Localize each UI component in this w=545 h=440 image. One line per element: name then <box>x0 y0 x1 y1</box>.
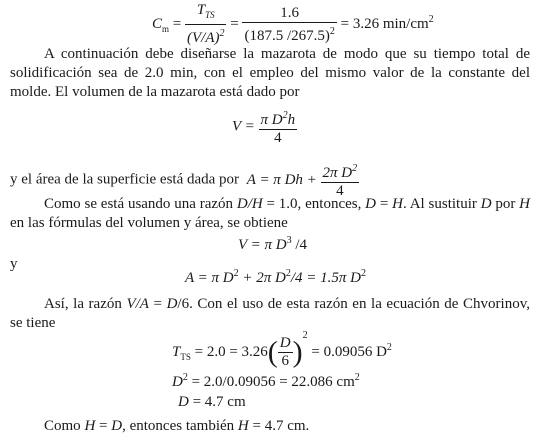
eq-cm-f1-num: T <box>196 2 206 18</box>
conclusion-line <box>44 418 309 435</box>
eq-v-den: 4 <box>274 130 282 146</box>
p3-b: V/A <box>126 296 149 312</box>
p2-k: en las fórmulas del volumen y área, se obtiene <box>10 215 288 231</box>
paragraph-substitution <box>10 195 530 233</box>
area-intro-text: y el área de la superficie está dada por <box>10 171 240 188</box>
eq-cm-result-sup: 2 <box>428 13 434 25</box>
p2-h: D <box>480 196 492 212</box>
eq-cm-equals-1: = <box>172 16 182 32</box>
eq-d-b: = 4.7 cm <box>188 394 246 410</box>
area-line <box>10 160 359 200</box>
eq-a2-a-sup: 2 <box>233 268 239 279</box>
eq-d2-b-sup: 2 <box>354 372 360 383</box>
eq-v-num-tail: h <box>287 112 296 128</box>
equation-volume <box>232 107 297 147</box>
eq-ts-outer-sup: 2 <box>302 330 308 341</box>
equation-solidification-time <box>172 330 392 370</box>
eq-cm-result: = 3.26 min/cm <box>340 16 429 32</box>
eq-a2-b: + 2π D <box>238 270 286 286</box>
p3-a: Así, la razón <box>44 296 127 312</box>
concl-e: , entonces también <box>122 418 238 434</box>
p3-d: D <box>166 296 178 312</box>
eq-ts-result-sup: 2 <box>386 342 392 353</box>
eq-cm-f1-den-sup: 2 <box>219 28 225 39</box>
p2-d: D <box>365 196 377 212</box>
eq-v-fraction <box>259 107 298 147</box>
eq-ts-lhs-sub: TS <box>180 352 191 362</box>
eq-a2-b-sup: 2 <box>285 268 291 279</box>
p2-a: Como se está usando una razón <box>44 196 237 212</box>
eq-cm-f2-den-sup: 2 <box>329 25 335 37</box>
eq-a-num-sup: 2 <box>352 163 358 174</box>
eq-d2-b: = 2.0/0.09056 = 22.086 cm <box>187 374 355 390</box>
eq-v2-mid: = π D <box>246 237 287 253</box>
eq-cm-lhs: C <box>152 16 163 32</box>
eq-a-num: 2π D <box>322 165 353 181</box>
eq-cm-equals-2: = <box>230 16 239 32</box>
concl-d: D <box>111 418 123 434</box>
p3-c: = <box>148 296 167 312</box>
eq-ts-num: D <box>279 335 291 352</box>
eq-ts-result: = 0.09056 D <box>307 344 387 361</box>
eq-d2-a: D <box>172 374 183 390</box>
eq-a-lhs: A = π Dh + <box>246 171 317 188</box>
equation-mold-constant <box>152 2 434 47</box>
equation-volume-substituted <box>238 235 307 254</box>
p2-b: D/H <box>236 196 263 212</box>
eq-cm-fraction-2 <box>242 5 336 45</box>
p2-e: = <box>376 196 393 212</box>
conjunction-y: y <box>10 256 18 272</box>
eq-v-num-sup: 2 <box>282 110 288 121</box>
eq-v2-sup: 3 <box>286 235 292 246</box>
p2-f: H <box>392 196 403 212</box>
eq-v2-tail: /4 <box>291 237 308 253</box>
equation-d-squared <box>172 372 360 391</box>
eq-a2-a: A = π D <box>185 270 234 286</box>
eq-cm-f1-num-sub: TS <box>205 10 215 20</box>
p2-i: por <box>491 196 520 212</box>
eq-ts-close-paren: ) <box>292 335 303 369</box>
eq-v-num: π D <box>260 112 283 128</box>
p2-j: H <box>519 196 531 212</box>
p2-c: = 1.0, entonces, <box>262 196 366 212</box>
eq-cm-f2-num: 1.6 <box>280 4 300 21</box>
p3-e: /6. Con el uso de esta razón en la ecuación de Chvorinov, se tiene <box>10 296 530 331</box>
concl-b: H <box>84 418 96 434</box>
eq-cm-lhs-sub: m <box>162 23 170 34</box>
p2-g: . Al sustituir <box>402 196 481 212</box>
equation-d-result <box>178 394 246 411</box>
eq-a2-c-sup: 2 <box>361 268 366 279</box>
paragraph-chvorinov <box>10 295 530 333</box>
eq-cm-fraction-1 <box>185 2 226 47</box>
eq-cm-f1-den: (V/A) <box>187 30 220 46</box>
eq-d-a: D <box>178 394 189 410</box>
eq-cm-f2-den: (187.5 /267.5) <box>244 27 330 44</box>
eq-ts-fraction <box>278 335 293 370</box>
eq-ts-open-paren: ( <box>267 335 278 369</box>
eq-a-fraction <box>321 160 360 200</box>
concl-a: Como <box>44 418 85 434</box>
eq-d2-a-sup: 2 <box>182 372 188 383</box>
eq-v2-lhs: V <box>238 237 247 253</box>
eq-ts-mid: = 2.0 = 3.26 <box>190 344 268 361</box>
eq-a-den: 4 <box>336 183 344 199</box>
eq-v-lhs: V = <box>232 118 255 135</box>
eq-ts-lhs: T <box>172 344 181 361</box>
eq-ts-den: 6 <box>281 353 289 370</box>
eq-a2-c: /4 = 1.5π D <box>290 270 361 286</box>
concl-c: = <box>95 418 112 434</box>
concl-f: H <box>237 418 249 434</box>
paragraph-riser-design: A continuación debe diseñarse la mazarota de modo que su tiempo total de solidificación sea de 2.0 min, con el empleo del mismo valor de la constante del molde. El volumen de la mazarota está dado por <box>10 46 530 100</box>
concl-g: = 4.7 cm. <box>248 418 310 434</box>
equation-area-substituted <box>185 268 366 287</box>
